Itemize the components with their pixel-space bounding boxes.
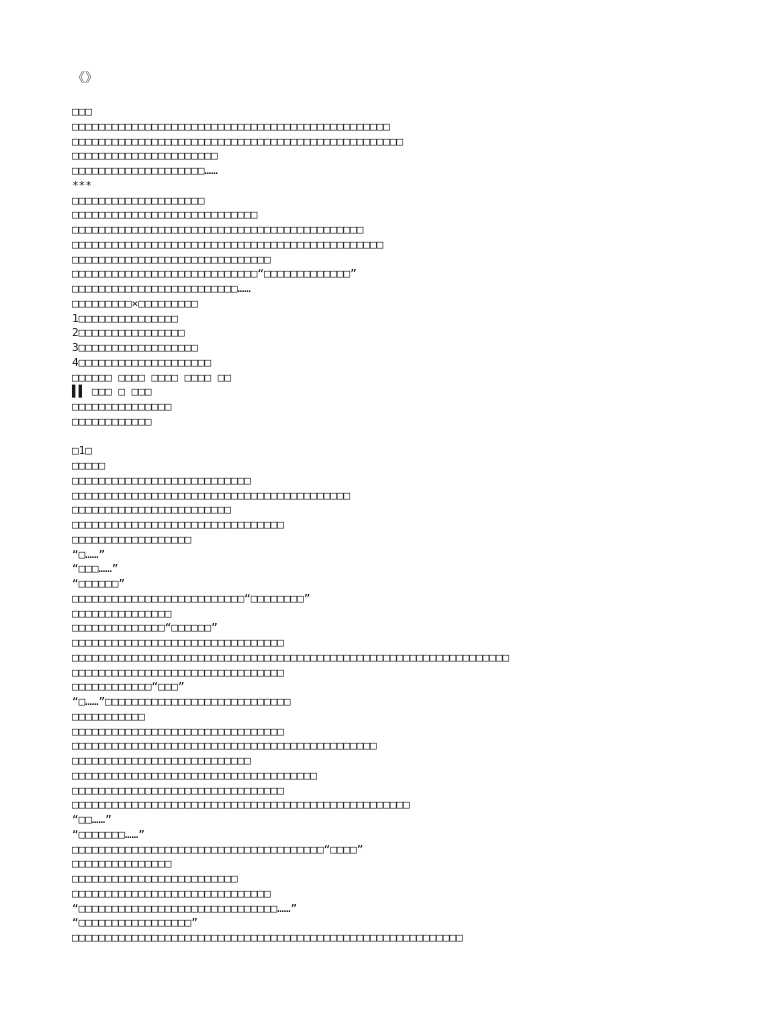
blank-line: [72, 430, 752, 445]
chapter-line: “□□□……”: [72, 562, 119, 576]
chapter-line: □□□□□□□□□□□□□□□□□□□□□□□□□□□□□□□□□□□□□: [72, 768, 318, 782]
intro-line: □□□□□□□□□□□□□□□□□□□□□□□□□□□□□□□□□□□□□□□□□□□□□□□: [72, 237, 384, 251]
intro-line: □□□□□□□□□□□□□□□□□□□□□□□□□……: [72, 282, 251, 295]
intro-line: □□□□□□□□□□□□□□□□□□□□□□□□□□□□□□: [72, 252, 271, 266]
chapter-line: “□……”: [72, 547, 106, 561]
chapter-line: □□□□□□□□□□□□□□□□□□□□□□□□□: [72, 872, 238, 885]
chapter-line: □□□□□□□□□□□□□□□□□□: [72, 532, 192, 546]
chapter-line: □□□□□□□□□□□□□□□□□□□□□□□□□□□□□□□□□□□□□□□□□□□□□□□□□□□□□□□□□□□: [72, 931, 463, 944]
chapter-line: □□□□□□□□□□□□□□□□□□□□□□□□□□□□□□□□: [72, 783, 284, 797]
intro-line: □□□□□□□□□□□□□□□□□□□□: [72, 193, 205, 207]
chapter-line: □□□□□□□□□□□□□□□□□□□□□□□□□□□□□□□□: [72, 518, 284, 531]
intro-line: 3□□□□□□□□□□□□□□□□□□: [72, 341, 198, 354]
chapter-line: □□□□□□□□□□□□□□□□□□□□□□□□□□□: [72, 754, 251, 767]
document-body: [72, 71, 752, 946]
chapter-line: “□□□□□□□□□□□□□□□□□□□□□□□□□□□□□□……”: [72, 901, 298, 915]
chapter-line: “□□□□□□□□□□□□□□□□□”: [72, 916, 198, 930]
chapter-line: □□□□□□□□□□□□□□□□□□□□□□□□□□□□□□□□□□□□□□□□□□□□□□□□□□□: [72, 798, 410, 812]
chapter-line: □1□: [72, 444, 92, 458]
intro-line: □□□□□□□□□□□□□□□: [72, 400, 172, 413]
chapter-line: “□……”□□□□□□□□□□□□□□□□□□□□□□□□□□□□: [72, 695, 291, 708]
chapter-line: □□□□□□□□□□□□□□□□□□□□□□□□□□“□□□□□□□□”: [72, 591, 311, 605]
chapter-line: □□□□□□□□□□□□□□□□□□□□□□□□□□□□□□□□□□□□□□□□□□: [72, 488, 351, 502]
chapter-line: □□□□□□□□□□□□□□□□□□□□□□□□□□□□□□□□: [72, 724, 284, 738]
chapter-line: □□□□□□□□□□□□□□□□□□□□□□□□□□□□□□□□□□□□□□“□□□□”: [72, 842, 364, 856]
chapter-line: □□□□□□□□□□□□□□□□□□□□□□□□□□□□□□□□: [72, 665, 284, 679]
chapter-line: □□□□□□□□□□□□□□□□□□□□□□□□: [72, 503, 231, 517]
chapter-line: □□□□□□□□□□□□□□□: [72, 606, 172, 620]
intro-line: 1□□□□□□□□□□□□□□□: [72, 311, 178, 325]
chapter-line: “□□□□□□”: [72, 577, 125, 590]
chapter-line: □□□□□□□□□□□□□□□□□□□□□□□□□□□: [72, 473, 251, 487]
text-block-chapter-1: [72, 444, 752, 946]
document-title: 《》: [72, 71, 99, 86]
chapter-line: □□□□□□□□□□□□□□“□□□□□□”: [72, 621, 218, 635]
intro-line: □□□□□□□□□□□□□□□□□□□□□□: [72, 149, 218, 163]
intro-line: □□□□□□□□□□□□□□□□□□□□□□□□□□□□□□□□□□□□□□□□□□□□: [72, 223, 364, 236]
intro-line: ▌▌ □□□ □ □□□: [72, 385, 152, 399]
chapter-line: □□□□□□□□□□□□□□□□□□□□□□□□□□□□□□□□□□□□□□□□□□□□□□□□□□□□□□□□□□□□□□□□□□: [72, 650, 510, 664]
intro-line: □□□□□□□□□×□□□□□□□□□: [72, 296, 198, 310]
chapter-line: “□□□□□□□……”: [72, 827, 145, 841]
intro-line: 2□□□□□□□□□□□□□□□□: [72, 326, 185, 340]
text-block-intro: [72, 105, 752, 430]
chapter-line: □□□□□□□□□□□□□□□□□□□□□□□□□□□□□□□□: [72, 636, 284, 649]
intro-line: ***: [72, 178, 92, 192]
intro-line: □□□: [72, 105, 92, 118]
chapter-line: □□□□□□□□□□□□□□□□□□□□□□□□□□□□□□: [72, 886, 271, 900]
intro-line: □□□□□□ □□□□ □□□□ □□□□ □□: [72, 370, 231, 384]
chapter-line: □□□□□□□□□□□□□□□□□□□□□□□□□□□□□□□□□□□□□□□□□□□□□□: [72, 739, 377, 753]
chapter-line: □□□□□□□□□□□: [72, 709, 145, 723]
intro-line: □□□□□□□□□□□□□□□□□□□□□□□□□□□□“□□□□□□□□□□□□□”: [72, 267, 357, 281]
intro-line: 4□□□□□□□□□□□□□□□□□□□□: [72, 355, 212, 369]
chapter-line: □□□□□□□□□□□□“□□□”: [72, 680, 185, 694]
intro-line: □□□□□□□□□□□□□□□□□□□□……: [72, 164, 218, 177]
intro-line: □□□□□□□□□□□□□□□□□□□□□□□□□□□□□□□□□□□□□□□□□□□□□□□□□□: [72, 134, 404, 148]
chapter-line: □□□□□□□□□□□□□□□: [72, 857, 172, 871]
intro-line: □□□□□□□□□□□□□□□□□□□□□□□□□□□□□□□□□□□□□□□□□□□□□□□□: [72, 119, 390, 133]
chapter-line: □□□□□: [72, 459, 106, 472]
chapter-line: “□□……”: [72, 813, 112, 826]
intro-line: □□□□□□□□□□□□: [72, 414, 152, 428]
intro-line: □□□□□□□□□□□□□□□□□□□□□□□□□□□□: [72, 208, 258, 222]
